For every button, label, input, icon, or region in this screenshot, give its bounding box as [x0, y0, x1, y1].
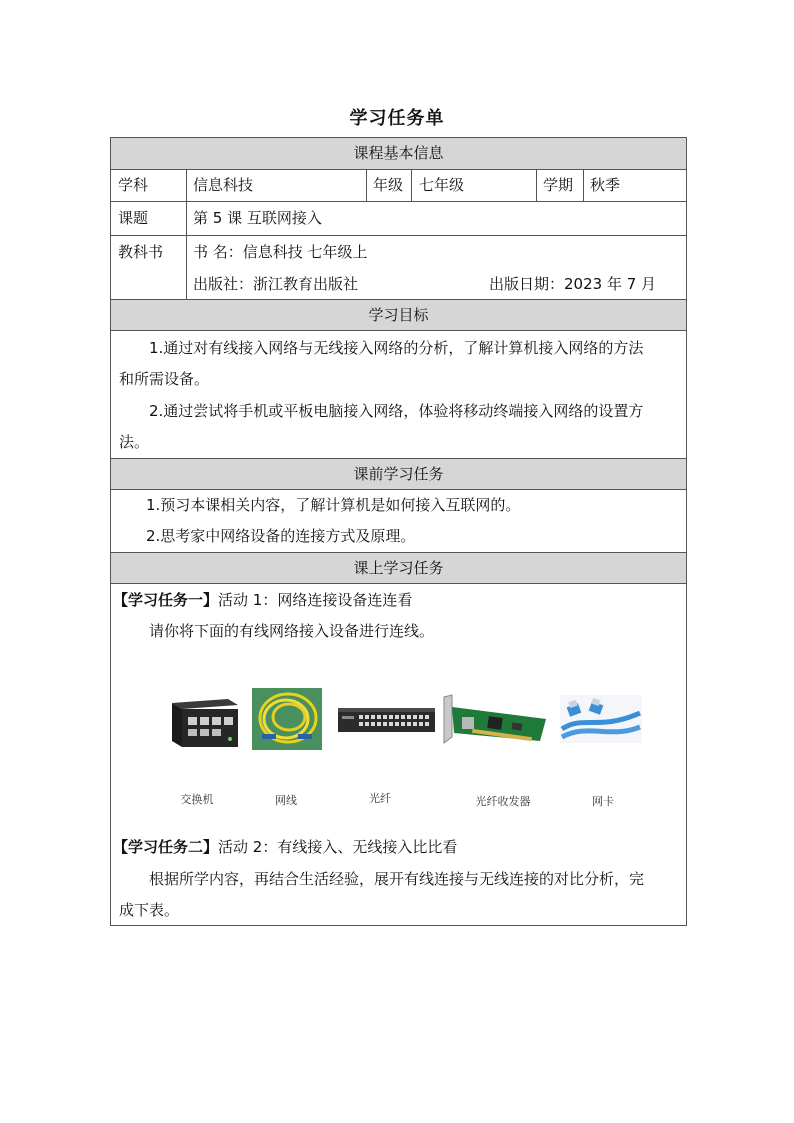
- task-2-activity: 活动 2：有线接入、无线接入比比看: [218, 838, 458, 856]
- task-1-heading: [113, 585, 673, 616]
- switch-image: [168, 689, 240, 749]
- divider: [111, 330, 686, 331]
- goal-1: [119, 333, 679, 395]
- pre-task-1: [119, 490, 679, 521]
- section-basic-info: 课程基本信息: [111, 138, 686, 169]
- caption-network-cable: 网线: [275, 794, 297, 807]
- section-in-class-tasks: 课上学习任务: [111, 553, 686, 583]
- divider: [411, 169, 412, 201]
- task-1-activity: 活动 1：网络连接设备连连看: [218, 591, 413, 609]
- task-1-instruction: 请你将下面的有线网络接入设备进行连线。: [149, 622, 435, 640]
- subject-value: 信息科技: [193, 176, 254, 194]
- divider: [186, 169, 187, 299]
- task-1-instruction-row: [119, 616, 679, 647]
- network-card-image: [442, 693, 548, 755]
- task-2-instruction-line-2: 成下表。: [119, 901, 180, 919]
- divider: [366, 169, 367, 201]
- pre-task-1-text: 1.预习本课相关内容，了解计算机是如何接入互联网的。: [146, 496, 521, 514]
- caption-fiber: 光纤: [369, 792, 391, 805]
- pre-task-2-text: 2.思考家中网络设备的连接方式及原理。: [146, 527, 416, 545]
- goal-1-line-1: 1.通过对有线接入网络与无线接入网络的分析，了解计算机接入网络的方法: [149, 339, 644, 357]
- book-name: 书 名：信息科技 七年级上: [193, 243, 368, 261]
- grade-value: 七年级: [419, 176, 465, 194]
- divider: [536, 169, 537, 201]
- lesson-value: 第 5 课 互联网接入: [193, 209, 322, 227]
- divider: [111, 235, 686, 236]
- page-title: 学习任务单: [349, 108, 445, 129]
- task-2-instruction: [119, 864, 679, 926]
- divider: [111, 583, 686, 584]
- pre-task-2: [119, 521, 679, 552]
- task-2-bracket: 【学习任务二】: [113, 838, 219, 856]
- goal-1-line-2: 和所需设备。: [119, 370, 210, 388]
- section-pre-class-tasks: 课前学习任务: [111, 459, 686, 489]
- goal-2: [119, 396, 679, 458]
- task-sheet-table: [110, 137, 687, 926]
- fiber-device-image: [337, 704, 436, 736]
- section-learning-goals: 学习目标: [111, 300, 686, 330]
- network-cable-image: [252, 688, 322, 750]
- textbook-label: 教科书: [118, 243, 164, 261]
- caption-switch: 交换机: [180, 793, 214, 806]
- goal-2-line-2: 法。: [119, 433, 150, 451]
- publisher: 出版社：浙江教育出版社: [193, 275, 359, 293]
- caption-network-card: 网卡: [592, 795, 614, 808]
- goal-2-line-1: 2.通过尝试将手机或平板电脑接入网络，体验将移动终端接入网络的设置方: [149, 402, 644, 420]
- ethernet-cable-image: [560, 695, 642, 743]
- task-2-instruction-line-1: 根据所学内容，再结合生活经验，展开有线连接与无线连接的对比分析，完: [149, 870, 645, 888]
- task-1-bracket: 【学习任务一】: [113, 591, 219, 609]
- divider: [583, 169, 584, 201]
- caption-fiber-transceiver: 光纤收发器: [475, 795, 531, 808]
- grade-label: 年级: [373, 176, 404, 194]
- lesson-label: 课题: [118, 209, 149, 227]
- task-2-heading: [113, 832, 673, 863]
- term-label: 学期: [543, 176, 574, 194]
- publish-date: 出版日期：2023 年 7 月: [489, 275, 657, 293]
- subject-label: 学科: [118, 176, 149, 194]
- term-value: 秋季: [590, 176, 621, 194]
